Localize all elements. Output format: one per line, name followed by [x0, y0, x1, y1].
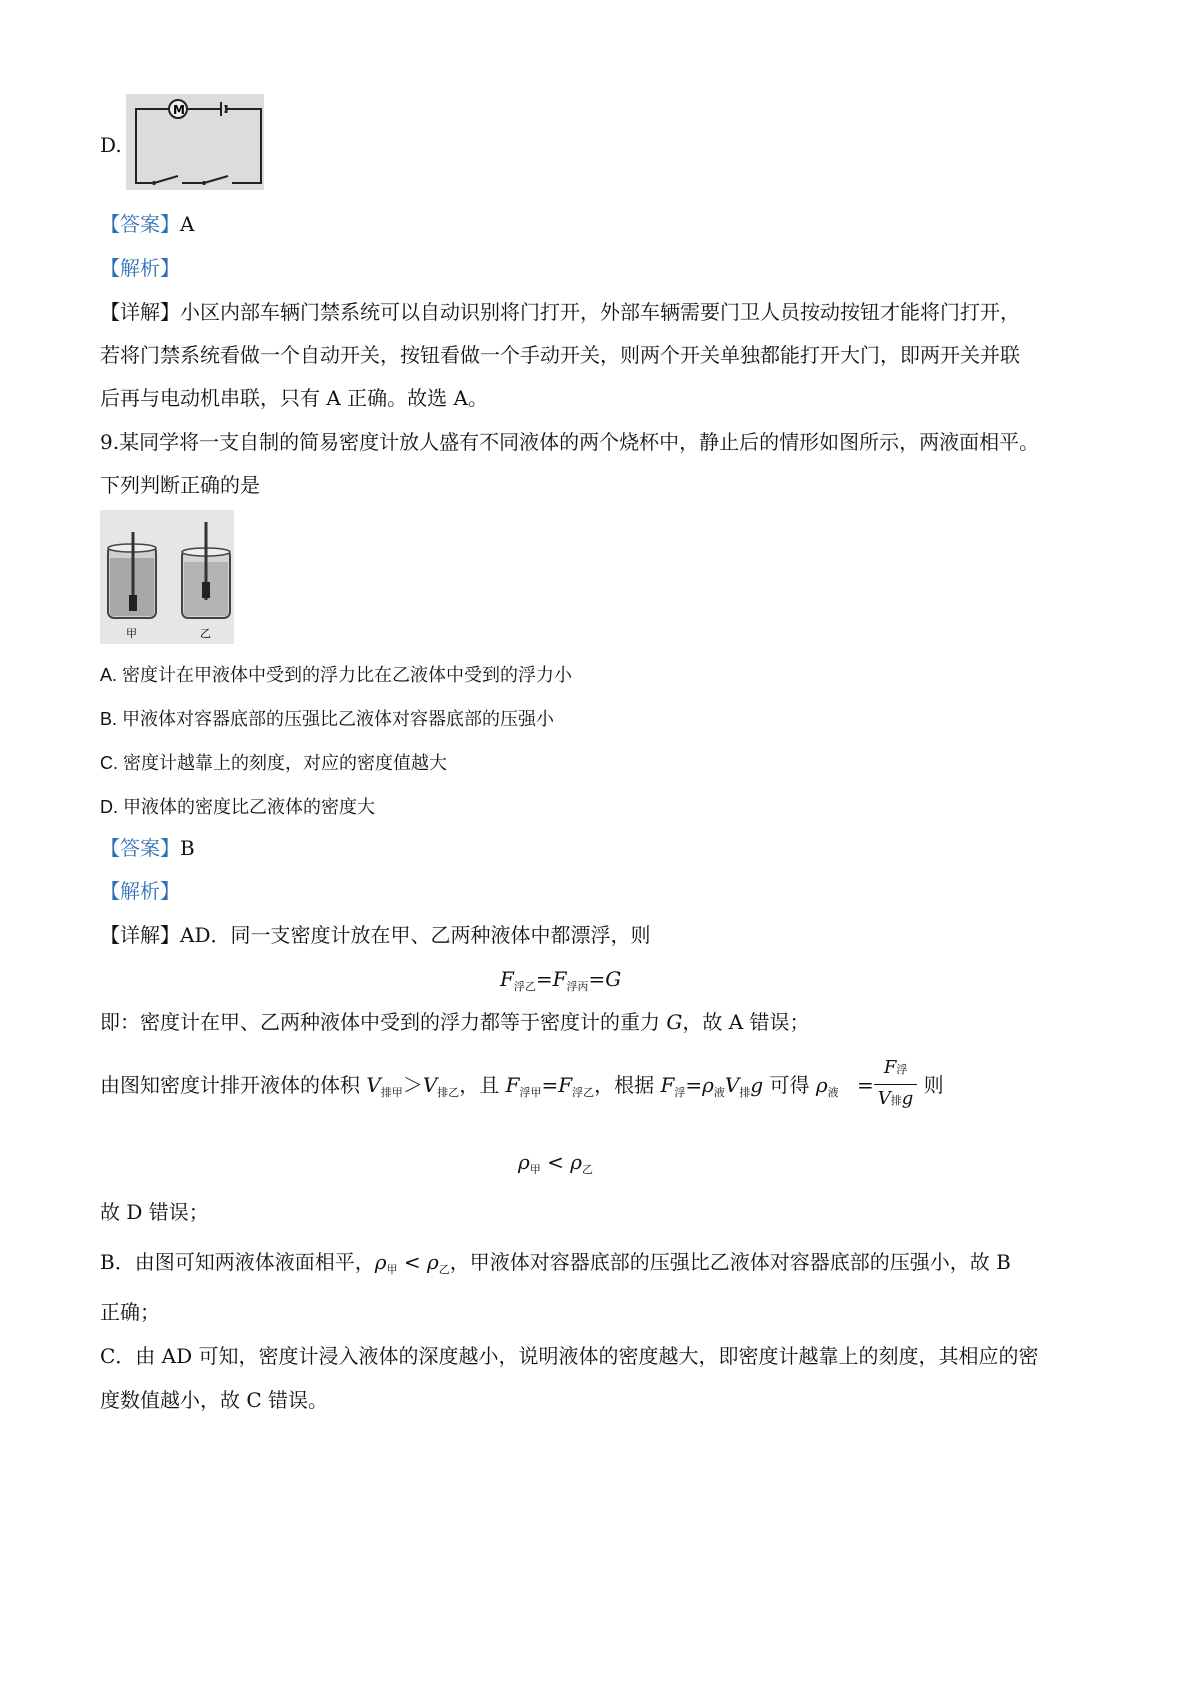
beakers-diagram [100, 510, 234, 644]
q9-detail-lineB2: 正确； [100, 1300, 160, 1324]
q9-detail-lineC1: C．由 AD 可知，密度计浸入液体的深度越小，说明液体的密度越大，即密度计越靠上的刻度，其相应的密 [100, 1344, 1039, 1368]
eq-f: =F [541, 1073, 573, 1097]
lt-sign: < [540, 1150, 571, 1174]
q8-detail-line3: 后再与电动机串联，只有 A 正确。故选 A。 [100, 386, 488, 410]
var-v: V [366, 1073, 381, 1097]
circuit-diagram [126, 94, 264, 190]
gt-sign: ＞ [402, 1073, 423, 1097]
sub: 排 [739, 1086, 751, 1099]
var-g: G [666, 1010, 683, 1034]
q9-option-d: D. 甲液体的密度比乙液体的密度大 [100, 797, 375, 817]
text: ，且 [459, 1073, 506, 1097]
var-g: g [901, 1088, 914, 1109]
sub: 排乙 [437, 1086, 460, 1099]
sub: 浮 [674, 1086, 686, 1099]
var-v: V [724, 1073, 740, 1097]
sub-fu-bing: 浮丙 [566, 980, 589, 993]
detail-tag: 【详解】 [100, 300, 180, 324]
circuit-figure [126, 94, 264, 190]
answer-tag: 【答案】 [100, 212, 180, 236]
q9-detail-lineB [100, 1250, 1011, 1278]
var-v: V [422, 1073, 438, 1097]
sub: 甲 [386, 1263, 398, 1276]
var-g: =G [588, 967, 622, 991]
answer-value: A [180, 212, 195, 236]
q9-stem-line1: 9.某同学将一支自制的简易密度计放人盛有不同液体的两个烧杯中，静止后的情形如图所示，两液面相平。 [100, 430, 1040, 454]
answer-value: B [180, 836, 195, 860]
eq-sign: = [857, 1073, 874, 1097]
var-rho: ρ [518, 1150, 530, 1174]
q9-analysis-tag: 【解析】 [100, 879, 180, 903]
beaker-figure [100, 510, 234, 644]
q9-detail-line3: 由图知密度计排开液体的体积 $V_{排甲}>V_{排乙}$，且 $F_{浮甲}=F_{浮乙}$，根据 $F_浮=\rho_液V_排g$ 可得 $\rho_液$ = $\frac{\text{F浮}}{\text{V排g}}$ 则 [100, 1058, 944, 1115]
sub: 甲 [529, 1163, 541, 1176]
option-d-label: D. [100, 133, 122, 157]
text: 由图知密度计排开液体的体积 [100, 1073, 367, 1097]
sub-fu-yi: 浮乙 [513, 980, 536, 993]
text: B．由图可知两液体液面相平， [100, 1250, 375, 1274]
var-v: V [877, 1088, 891, 1109]
sub: 乙 [438, 1263, 450, 1276]
beaker-label-jia: 甲 [126, 627, 137, 640]
text: ，甲液体对容器底部的压强比乙液体对容器底部的压强小，故 B [449, 1250, 1011, 1274]
text: ，根据 [594, 1073, 661, 1097]
q9-option-c: C. 密度计越靠上的刻度，对应的密度值越大 [100, 753, 447, 773]
var-g: g [750, 1073, 764, 1097]
text: 即：密度计在甲、乙两种液体中受到的浮力都等于密度计的重力 [100, 1010, 667, 1034]
var-rho: ρ [570, 1150, 583, 1174]
sub: 排甲 [380, 1086, 403, 1099]
text: ，故 A 错误； [682, 1010, 810, 1034]
text: 可得 [763, 1073, 816, 1097]
q8-analysis-tag: 【解析】 [100, 256, 180, 280]
sub: 乙 [582, 1163, 594, 1176]
eq-rho: =ρ [685, 1073, 714, 1097]
q9-stem-line2: 下列判断正确的是 [100, 473, 260, 497]
q9-option-b: B. 甲液体对容器底部的压强比乙液体对容器底部的压强小 [100, 709, 555, 729]
equation-buoyancy [500, 967, 621, 995]
sub: 液 [713, 1086, 725, 1099]
q8-answer [100, 212, 194, 236]
var-rho: ρ [815, 1073, 828, 1097]
sub: 排 [890, 1094, 902, 1107]
var-f: F [500, 967, 514, 991]
q9-answer [100, 836, 195, 860]
detail-text: AD．同一支密度计放在甲、乙两种液体中都漂浮，则 [180, 923, 651, 947]
eq-sign: = [535, 967, 553, 991]
q9-detail-line1 [100, 923, 650, 947]
var-rho: ρ [426, 1250, 439, 1274]
beaker-label-yi: 乙 [200, 627, 211, 640]
lt-sign: < [397, 1250, 427, 1274]
detail-tag: 【详解】 [100, 923, 180, 947]
detail-text: 小区内部车辆门禁系统可以自动识别将门打开，外部车辆需要门卫人员按动按钮才能将门打开， [180, 300, 1020, 324]
equation-density [518, 1150, 593, 1178]
fraction [874, 1056, 918, 1113]
sub: 浮甲 [519, 1086, 542, 1099]
sub: 液 [827, 1086, 839, 1099]
q9-detail-line2 [100, 1010, 810, 1034]
sub: 浮 [896, 1063, 908, 1076]
q8-detail-line1 [100, 300, 1020, 324]
var-f: F [552, 967, 567, 991]
q9-detail-lineC2: 度数值越小，故 C 错误。 [100, 1388, 329, 1412]
q9-option-a: A. 密度计在甲液体中受到的浮力比在乙液体中受到的浮力小 [100, 665, 573, 685]
q8-detail-line2: 若将门禁系统看做一个自动开关，按钮看做一个手动开关，则两个开关单独都能打开大门，即两开关并联 [100, 343, 1020, 367]
text: 则 [917, 1073, 944, 1097]
q9-detail-line4: 故 D 错误； [100, 1200, 209, 1224]
var-rho: ρ [374, 1250, 387, 1274]
sub: 浮乙 [572, 1086, 595, 1099]
answer-tag: 【答案】 [100, 836, 180, 860]
svg-text:M: M [173, 103, 185, 117]
var-f: F [883, 1057, 897, 1078]
